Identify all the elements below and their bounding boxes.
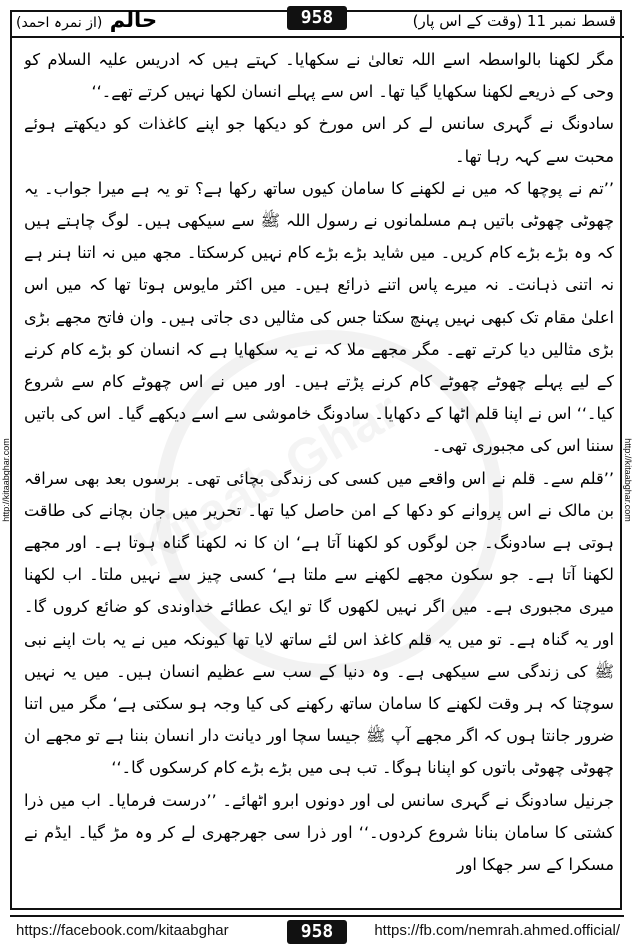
title-text: حالم — [109, 8, 158, 32]
author-credit: (از نمرہ احمد) — [16, 15, 103, 31]
paragraph: ’’قلم سے۔ قلم نے اس واقعے میں کسی کی زندگی بچائی تھی۔ برسوں بعد بھی سراقہ بن مالک نے اس پروانے کو دکھا کے امن حاصل کیا تھا۔ تحریر میں جان بچانے کی طاقت ہوتی ہے سادونگ۔ جن لوگوں کو لکھنا آتا ہے‘ ان کا نہ لکھنا گناہ ہوتا ہے۔ اور مجھے لکھنا آتا ہے۔ جو سکون مجھے لکھنے سے ملتا ہے‘ کسی چیز سے نہیں ملتا۔ اب لکھنا میری مجبوری ہے۔ میں اگر نہیں لکھوں گا تو ایک عطائے خداوندی کو ضائع کروں گا۔ اور یہ گناہ ہے۔ تو میں یہ قلم کاغذ اس لئے ساتھ لایا تھا کیونکہ میں نے یہ بات اپنے نبی ﷺ کی زندگی سے سیکھی ہے۔ وہ دنیا کے سب سے عظیم انسان ہیں۔ میں یہ نہیں سوچتا کہ ہر وقت لکھنے کا سامان ساتھ رکھنے کی کیا وجہ ہو سکتی ہے‘ مگر میں اتنا ضرور جانتا ہوں کہ اگر مجھے آپ ﷺ جیسا سچا اور دیانت دار انسان بننا ہے تو مجھے ان چھوٹی چھوٹی باتوں کو اپنانا ہوگا۔ تب ہی میں بڑے بڑے کام کرسکوں گا۔‘‘ — [24, 468, 614, 778]
header-page-number: 958 — [287, 6, 347, 30]
novel-title — [16, 8, 157, 32]
left-side-url[interactable]: http://kitaabghar.com — [1, 438, 11, 522]
paragraph: جرنیل سادونگ نے گہری سانس لی اور دونوں ابرو اٹھائے۔ ’’درست فرمایا۔ اب میں ذرا کشتی کا سامان بنانا شروع کردوں۔‘‘ اور ذرا سی جھرجھری لے کر وہ مڑ گیا۔ ایڈم نے مسکرا کے سر جھکا اور — [24, 790, 614, 875]
footer-divider — [10, 915, 624, 917]
author-page-link[interactable]: https://fb.com/nemrah.ahmed.official/ — [374, 922, 620, 939]
right-side-url[interactable]: http://kitaabghar.com — [623, 438, 633, 522]
header-divider — [10, 36, 624, 38]
paragraph: سادونگ نے گہری سانس لے کر اس مورخ کو دیکھا جو اپنے کاغذات کو دیکھتے ہوئے محبت سے کہہ رہا تھا۔ — [24, 114, 614, 166]
footer-page-number: 958 — [287, 920, 347, 944]
facebook-link[interactable]: https://facebook.com/kitaabghar — [16, 922, 229, 939]
paragraph: مگر لکھنا بالواسطہ اسے اللہ تعالیٰ نے سکھایا۔ کہتے ہیں کہ ادریس علیہ السلام کو وحی کے ذریعے لکھنا سکھایا گیا تھا۔ اس سے پہلے انسان لکھا نہیں کرتے تھے۔‘‘ — [24, 50, 614, 102]
paragraph: ’’تم نے پوچھا کہ میں نے لکھنے کا سامان کیوں ساتھ رکھا ہے؟ تو یہ ہے میرا جواب۔ یہ چھوٹی چھوٹی باتیں ہم مسلمانوں نے رسول اللہ ﷺ سے سیکھی ہیں۔ لوگ چاہتے ہیں کہ وہ بڑے بڑے کام کریں۔ میں شاید بڑے بڑے کام نہیں کرسکتا۔ مجھ میں نہ اتنا ہنر ہے نہ اتنی ذہانت۔ نہ میرے پاس اتنے ذرائع ہیں۔ میں اکثر مایوس ہوتا تھا کہ میں اس اعلیٰ مقام تک کبھی نہیں پہنچ سکتا جس کی مثالیں دی جاتی ہیں۔ وان فاتح مجھے بڑی بڑی مثالیں دیا کرتے تھے۔ مگر مجھے ملا کہ نے یہ سکھایا ہے کہ انسان کو بڑے کام کرنے کے لیے پہلے چھوٹے چھوٹے کام کرنے پڑتے ہیں۔ اور میں نے اس چھوٹے کام سے شروع کیا۔‘‘ اس نے اپنا قلم اٹھا کے دکھایا۔ سادونگ خاموشی سے اسے دیکھے گیا۔ اس کی باتیں سننا اس کی مجبوری تھی۔ — [24, 178, 614, 456]
page-content — [24, 44, 614, 904]
episode-label: قسط نمبر 11 (وقت کے اس پار) — [412, 12, 616, 30]
